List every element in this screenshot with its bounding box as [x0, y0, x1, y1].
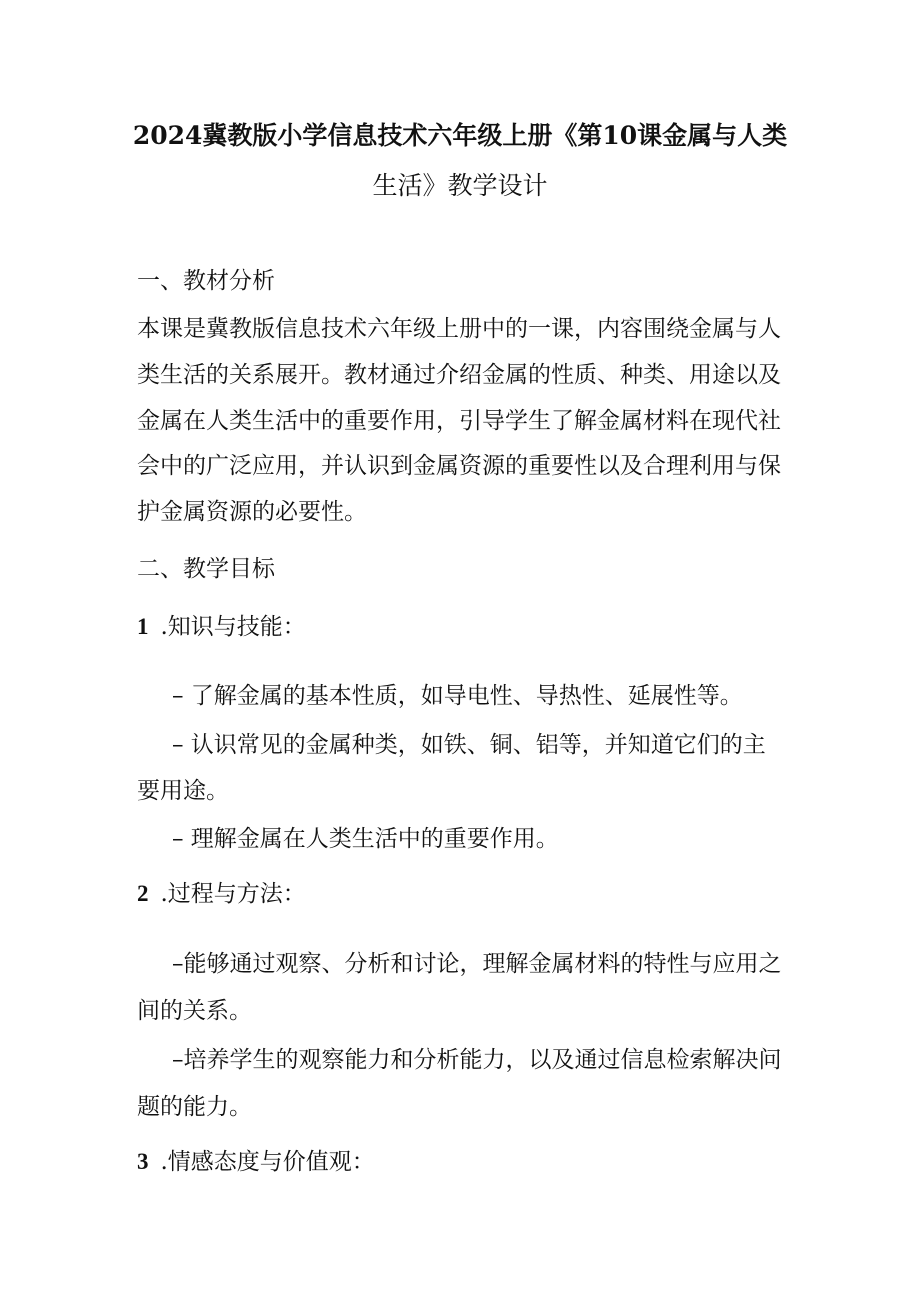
goal-heading-process-methods — [137, 875, 306, 908]
goal-number: 3 — [137, 1149, 149, 1174]
section-heading-textbook-analysis: 一、教材分析 — [137, 268, 275, 294]
section-heading-teaching-goals: 二、教学目标 — [137, 556, 275, 582]
goal-item: – 认识常见的金属种类，如铁、铜、铝等，并知道它们的主 — [172, 732, 766, 758]
goal-item: – 理解金属在人类生活中的重要作用。 — [172, 826, 559, 852]
goal-item-continued: 间的关系。 — [137, 998, 252, 1024]
paragraph-line: 金属在人类生活中的重要作用，引导学生了解金属材料在现代社 — [137, 408, 781, 434]
paragraph-line: 本课是冀教版信息技术六年级上册中的一课，内容围绕金属与人 — [137, 316, 781, 342]
goal-number: 2 — [137, 881, 149, 906]
paragraph-line: 护金属资源的必要性。 — [137, 499, 367, 525]
paragraph-line: 类生活的关系展开。教材通过介绍金属的性质、种类、用途以及 — [137, 362, 781, 388]
goal-item: – 了解金属的基本性质，如导电性、导热性、延展性等。 — [172, 683, 743, 709]
goal-label: .过程与方法： — [160, 881, 306, 907]
goal-item: –能够通过观察、分析和讨论，理解金属材料的特性与应用之 — [172, 951, 782, 977]
paragraph-line: 会中的广泛应用，并认识到金属资源的重要性以及合理利用与保 — [137, 453, 781, 479]
goal-label: .情感态度与价值观： — [160, 1149, 375, 1175]
goal-heading-attitudes-values — [137, 1143, 375, 1176]
goal-item-continued: 题的能力。 — [137, 1094, 252, 1120]
document-title-line-1: 2024冀教版小学信息技术六年级上册《第10课金属与人类 — [132, 121, 788, 150]
goal-number: 1 — [137, 614, 149, 639]
goal-item: –培养学生的观察能力和分析能力，以及通过信息检索解决问 — [172, 1047, 782, 1073]
document-title-line-2: 生活》教学设计 — [372, 171, 548, 200]
goal-label: .知识与技能： — [160, 614, 306, 640]
goal-item-continued: 要用途。 — [137, 778, 229, 804]
goal-heading-knowledge-skills — [137, 608, 306, 641]
